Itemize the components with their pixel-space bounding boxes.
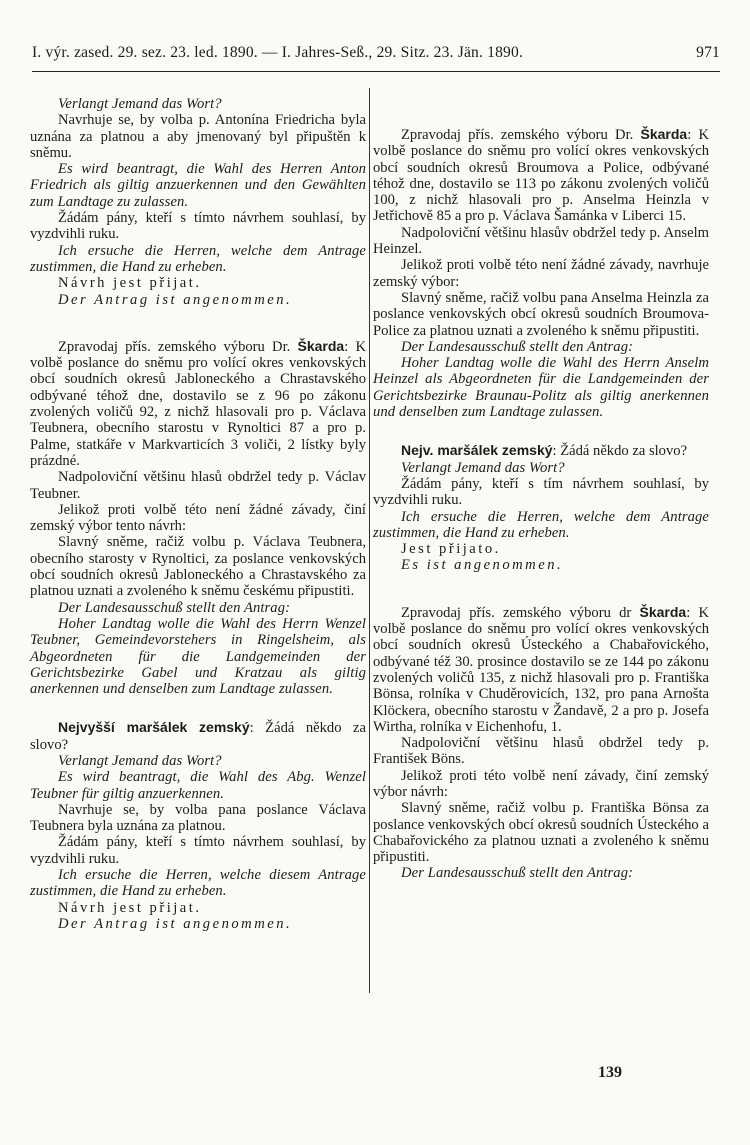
speech-paragraph: [30, 338, 366, 469]
speech-paragraph: [30, 719, 366, 753]
speech-text: : K volbě poslance do sněmu pro volící okres venkovských obcí soudních okresů Ústeckého a Chabařovického, odbývané též 30. prosince dostavilo se ze 144 po zákonu zvolených voličů 135, z nichž hlasovali pro p. Františka Bönsa, rolníka v Chuděrovicích, 132, pro pana Arnošta Klöckera, obecního starostu v Žandavě, 2 a pro p. Josefa Wirtha, rolníka v Eichenhofu, 1.: [373, 604, 710, 735]
german-paragraph: Der Antrag ist angenommen.: [58, 291, 293, 308]
speaker-name: Škarda: [639, 603, 687, 620]
german-paragraph: Es ist angenommen.: [401, 557, 564, 574]
speech-paragraph: [373, 604, 709, 735]
footer-page-number: 139: [598, 1064, 622, 1081]
german-paragraph: Hoher Landtag wolle die Wahl des Herrn Wenzel Teubner, Gemeindevorstehers in Ringelsheim, als Abgeordneten für die Landgemeinden der Gerichtsbezirke Gabel und Kratzau als giltig anerkennen und denselben zum Landtage zulassen.: [30, 615, 366, 698]
header-rule: [32, 71, 720, 72]
right-column: [373, 96, 709, 882]
header-page-number: 971: [696, 44, 720, 61]
german-paragraph: Verlangt Jemand das Wort?: [401, 459, 565, 476]
german-paragraph: Ich ersuche die Herren, welche dem Antrage zustimmen, die Hand zu erheben.: [373, 508, 709, 541]
czech-paragraph: Jelikož proti této volbě není závady, činí zemský výbor návrh:: [373, 767, 709, 800]
speaker-name: Nejvyšší maršálek zemský: [58, 719, 250, 736]
speaker-role: Zpravodaj přís. zemského výboru Dr.: [58, 338, 298, 355]
german-paragraph: Ich ersuche die Herren, welche diesem Antrage zustimmen, die Hand zu erheben.: [30, 867, 366, 900]
speech-paragraph: [373, 442, 709, 459]
speaker-role: Zpravodaj přís. zemského výboru dr: [401, 604, 640, 621]
running-header: [32, 44, 720, 62]
german-paragraph: Der Landesausschuß stellt den Antrag:: [401, 865, 634, 882]
german-paragraph: Es wird beantragt, die Wahl des Abg. Wenzel Teubner für giltig anzuerkennen.: [30, 769, 366, 802]
czech-paragraph: Navrhuje se, by volba pana poslance Václava Teubnera byla uznána za platnou.: [30, 801, 366, 835]
german-paragraph: Verlangt Jemand das Wort?: [58, 96, 222, 112]
czech-paragraph: Jelikož proti volbě této není žádné závady, činí zemský výbor tento návrh:: [30, 501, 366, 535]
speech-text: : K volbě poslance do sněmu pro volící okres venkovských obcí soudních okresů Jabloneckého a Chrastavského odbývané téhož dne, dostavilo se z 96 po zákonu zvolených voličů 92, z nichž hlasovali pro p. Václava Teubnera, obecního starostu v Rynoltici 87 a pro p. Palme, statkáře v Markvarticích 3 voliči, 2 lístky byly prázdné.: [30, 338, 366, 469]
column-divider: [369, 88, 370, 993]
czech-paragraph: Žádám pány, kteří s tímto návrhem souhlasí, by vyzdvihli ruku.: [30, 834, 366, 867]
czech-paragraph: Návrh jest přijat.: [58, 275, 202, 292]
czech-paragraph: Žádám pány, kteří s tím návrhem souhlasí, by vyzdvihli ruku.: [373, 475, 709, 509]
czech-paragraph: Jelikož proti volbě této není žádné závady, navrhuje zemský výbor:: [373, 257, 709, 290]
czech-paragraph: Žádám pány, kteří s tímto návrhem souhlasí, by vyzdvihli ruku.: [30, 210, 366, 243]
header-left: I. výr. zased. 29. sez. 23. led. 1890. — I. Jahres-Seß., 29. Sitz. 23. Jän. 1890.: [32, 44, 524, 61]
german-paragraph: Ich ersuche die Herren, welche dem Antrage zustimmen, die Hand zu erheben.: [30, 242, 366, 275]
speech-paragraph: [373, 126, 709, 225]
left-column: [30, 96, 366, 932]
czech-paragraph: Jest přijato.: [401, 541, 501, 558]
czech-paragraph: Slavný sněme, račiž volbu pana Anselma Heinzla za poslance venkovských obcí okresů soudních Broumova-Police za platnou uznati a zvoleného k sněmu připustiti.: [373, 289, 709, 339]
czech-paragraph: Navrhuje se, by volba p. Antonína Friedricha byla uznána za platnou a aby jmenovaný byl připuštěn k sněmu.: [30, 112, 366, 161]
speaker-name: Škarda: [297, 337, 345, 354]
german-paragraph: Der Antrag ist angenommen.: [58, 915, 293, 932]
speech-text: : Žádá někdo za slovo?: [552, 443, 688, 460]
czech-paragraph: Slavný sněme, račiž volbu p. Františka Bönsa za poslance venkovských obcí okresů soudních Ústeckého a Chabařovického za platnou uznati a zvoleného k sněmu připustiti.: [373, 800, 709, 866]
czech-paragraph: Nadpoloviční většinu hlasův obdržel tedy p. Anselm Heinzel.: [373, 224, 709, 258]
german-paragraph: Der Landesausschuß stellt den Antrag:: [401, 338, 634, 355]
speech-text: : Žádá někdo za slovo?: [30, 720, 366, 753]
german-paragraph: Der Landesausschuß stellt den Antrag:: [58, 599, 291, 616]
speech-text: : K volbě poslance do sněmu pro volící okres venkovských obcí soudních okresů Broumova a Police, odbývané téhož dne, dostavilo se 113 po zákonu zvolených voličů 100, z nichž hlasovali pro p. Anselma Heinzla v Jetřichově 85 a pro p. Václava Šamánka v Liberci 15.: [373, 127, 709, 225]
speaker-name: Nejv. maršálek zemský: [401, 442, 553, 459]
speaker-name: Škarda: [640, 126, 688, 142]
german-paragraph: Hoher Landtag wolle die Wahl des Herrn Anselm Heinzel als Abgeordneten für die Landgemeinden der Gerichtsbezirke Braunau-Politz als giltig anerkennen und denselben zum Landtage zulassen.: [373, 355, 709, 421]
czech-paragraph: Slavný sněme, račiž volbu p. Václava Teubnera, obecního starosty v Rynoltici, za poslance venkovských obcí soudních okresů Jabloneckého a Chrastavského za platnou uznati a zvoleného k sněmu českému připustiti.: [30, 534, 366, 600]
czech-paragraph: Návrh jest přijat.: [58, 899, 202, 916]
czech-paragraph: Nadpoloviční většinu hlasů obdržel tedy p. František Böns.: [373, 735, 709, 768]
german-paragraph: Verlangt Jemand das Wort?: [58, 752, 222, 769]
czech-paragraph: Nadpoloviční většinu hlasů obdržel tedy p. Václav Teubner.: [30, 469, 366, 502]
speaker-role: Zpravodaj přís. zemského výboru Dr.: [401, 127, 641, 143]
german-paragraph: Es wird beantragt, die Wahl des Herren Anton Friedrich als giltig anzuerkennen und den Gewählten zum Landtage zu zulassen.: [30, 161, 366, 210]
